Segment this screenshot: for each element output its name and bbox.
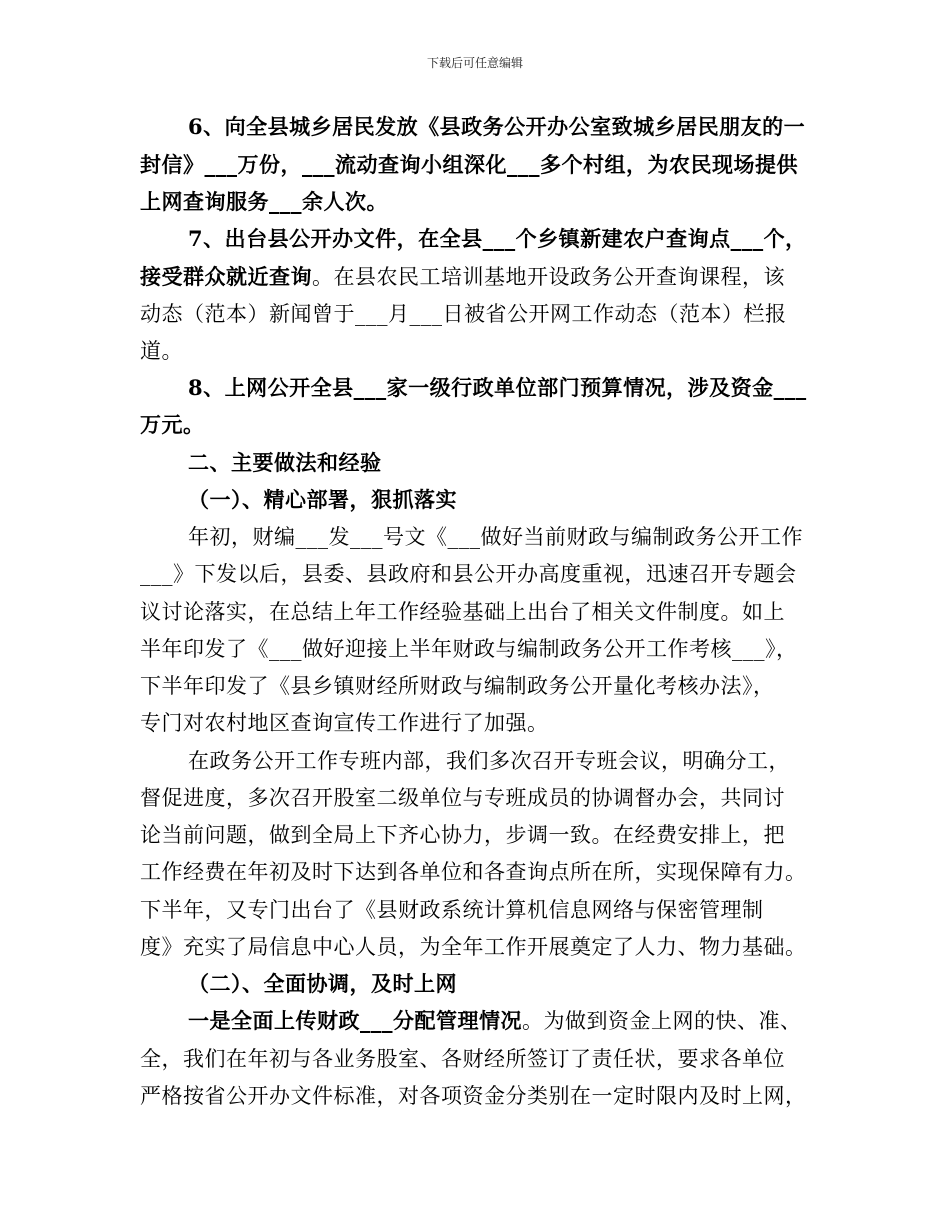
text-line: 道。	[140, 339, 183, 363]
page-header: 下载后可任意编辑	[426, 56, 523, 70]
bold-lead-text: 一是全面上传财政___分配管理情况	[188, 1008, 522, 1033]
text-line: 工作经费在年初及时下达到各单位和各查询点所在所，实现保障有力。	[140, 860, 807, 884]
text-line: ___》下发以后，县委、县政府和县公开办高度重视，迅速召开专题会	[140, 562, 797, 586]
text-line: 7、出台县公开办文件，在全县___个乡镇新建农户查询点___个，	[188, 226, 807, 251]
text-line: 严格按省公开办文件标准，对各项资金分类别在一定时限内及时上网，	[140, 1084, 807, 1108]
text-line: 度》充实了局信息中心人员，为全年工作开展奠定了人力、物力基础。	[140, 935, 807, 959]
bold-lead-text: 接受群众就近查询	[140, 264, 312, 289]
text-line: 万元。	[140, 412, 205, 437]
text-line: 议讨论落实，在总结上年工作经验基础上出台了相关文件制度。如上	[140, 600, 785, 624]
text-line: 上网查询服务___余人次。	[140, 189, 388, 214]
body-text: 。为做到资金上网的快、准、	[522, 1009, 802, 1033]
subsection-heading: （一）、精心部署，狠抓落实	[188, 487, 457, 512]
text-line: 下半年，又专门出台了《县财政系统计算机信息网络与保密管理制	[140, 898, 764, 922]
text-line: 在政务公开工作专班内部，我们多次召开专班会议，明确分工，	[188, 749, 790, 773]
text-line: 动态（范本）新闻曾于___月___日被省公开网工作动态（范本）栏报	[140, 302, 787, 326]
text-line	[140, 264, 785, 290]
body-text: 。在县农民工培训基地开设政务公开查询课程，该	[312, 265, 785, 289]
text-line: 封信》___万份，___流动查询小组深化___多个村组，为农民现场提供	[140, 152, 798, 177]
subsection-heading: （二）、全面协调，及时上网	[188, 971, 457, 996]
text-line: 督促进度，多次召开股室二级单位与专班成员的协调督办会，共同讨	[140, 786, 785, 810]
text-line: 半年印发了《___做好迎接上半年财政与编制政务公开工作考核___》，	[140, 637, 798, 661]
text-line: 下半年印发了《县乡镇财经所财政与编制政务公开量化考核办法》，	[140, 674, 775, 698]
text-line: 论当前问题，做到全局上下齐心协力，步调一致。在经费安排上，把	[140, 823, 785, 847]
section-heading: 二、主要做法和经验	[188, 450, 382, 475]
text-line: 全，我们在年初与各业务股室、各财经所签订了责任状，要求各单位	[140, 1047, 785, 1071]
text-line: 专门对农村地区查询宣传工作进行了加强。	[140, 711, 549, 735]
text-line: 8、上网公开全县___家一级行政单位部门预算情况，涉及资金___	[188, 375, 807, 400]
text-line: 6、向全县城乡居民发放《县政务公开办公室致城乡居民朋友的一	[188, 114, 806, 139]
text-line	[188, 1008, 802, 1034]
text-line: 年初，财编___发___号文《___做好当前财政与编制政务公开工作	[188, 525, 803, 549]
